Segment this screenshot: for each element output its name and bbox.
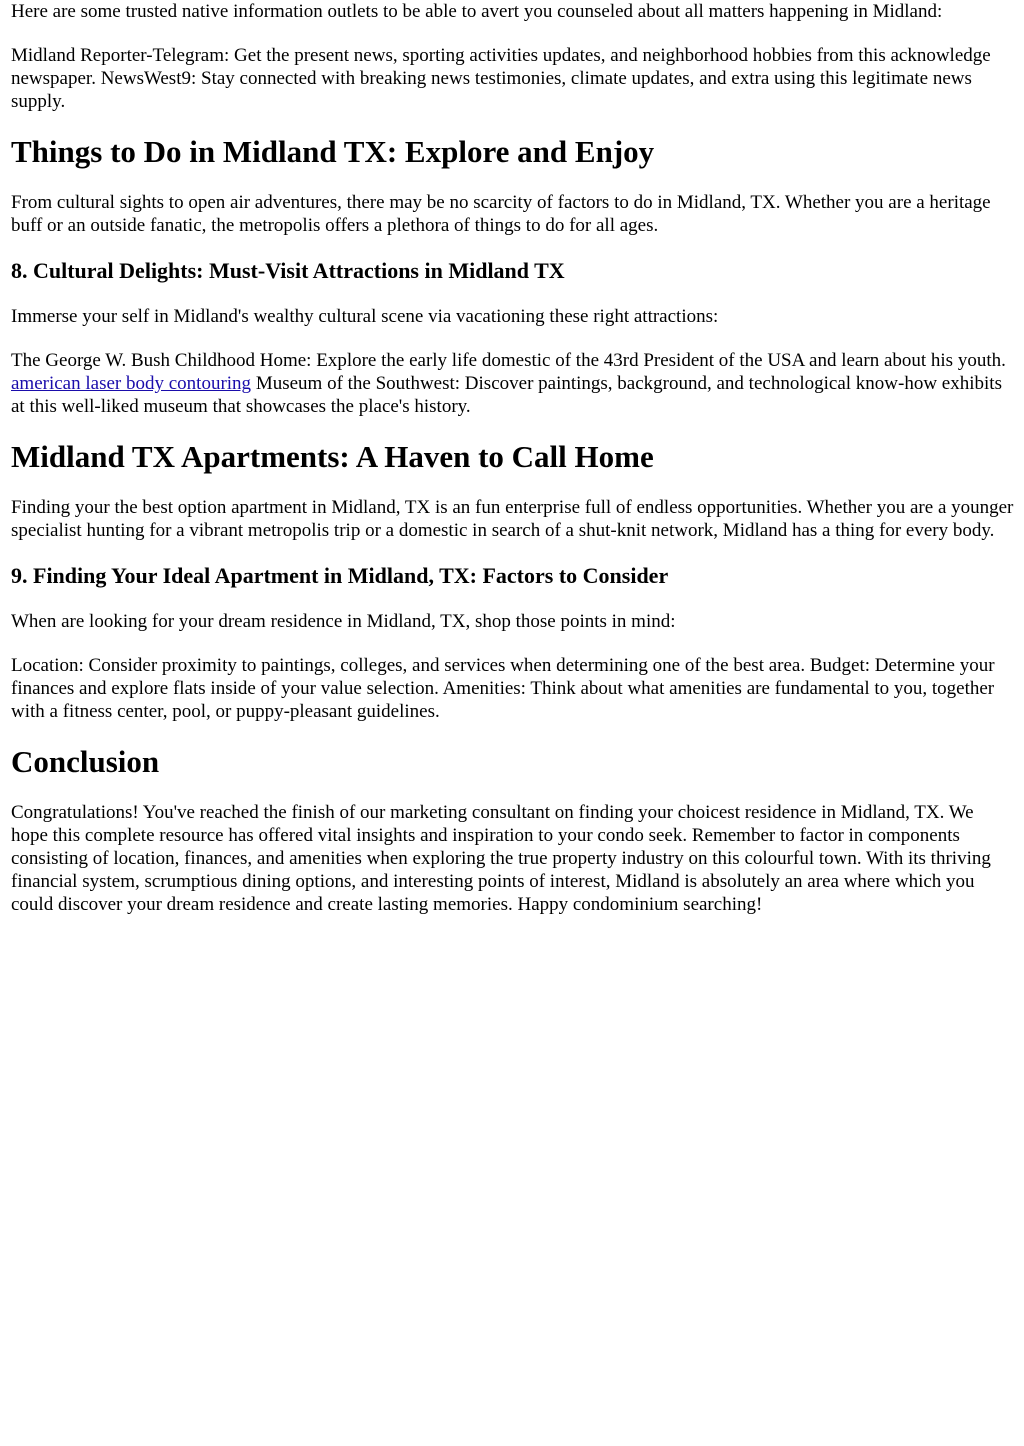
things-to-do-paragraph: From cultural sights to open air adventures, there may be no scarcity of factors to do in Midland, TX. Whether you are a heritage buff or an outside fanatic, the metropolis offers a plethora of things to do for all ages. [11,192,991,236]
ideal-apartment-intro-paragraph: When are looking for your dream residence in Midland, TX, shop those points in mind: [11,611,676,632]
apartments-heading: Midland TX Apartments: A Haven to Call Home [11,439,654,474]
intro-paragraph: Here are some trusted native information outlets to be able to avert you counseled about all matters happening in Midland: [11,1,943,22]
body-contouring-link[interactable]: american laser body contouring [11,373,252,394]
things-to-do-heading: Things to Do in Midland TX: Explore and Enjoy [11,134,655,169]
conclusion-paragraph: Congratulations! You've reached the finish of our marketing consultant on finding your choicest residence in Midland, TX. We hope this complete resource has offered vital insights and inspiration to your condo seek. Remember to factor in components consisting of location, finances, and amenities when exploring the true property industry on this colourful town. With its thriving financial system, scrumptious dining options, and interesting points of interest, Midland is absolutely an area where which you could discover your dream residence and create lasting memories. Happy condominium searching! [11,802,991,915]
factors-paragraph: Location: Consider proximity to paintings, colleges, and services when determining one of the best area. Budget: Determine your finances and explore flats inside of your value selection. Amenities: Think about what amenities are fundamental to you, together with a fitness center, pool, or puppy-pleasant guidelines. [11,655,995,722]
cultural-delights-heading: 8. Cultural Delights: Must-Visit Attractions in Midland TX [11,258,565,283]
conclusion-heading: Conclusion [11,744,160,779]
news-sources-paragraph: Midland Reporter-Telegram: Get the present news, sporting activities updates, and neighborhood hobbies from this acknowledge newspaper. NewsWest9: Stay connected with breaking news testimonies, climate updates, and extra using this legitimate news supply. [11,45,991,112]
apartments-paragraph: Finding your the best option apartment in Midland, TX is an fun enterprise full of endless opportunities. Whether you are a younger specialist hunting for a vibrant metropolis trip or a domestic in search of a shut-knit network, Midland has a thing for every body. [11,497,1014,541]
ideal-apartment-heading: 9. Finding Your Ideal Apartment in Midland, TX: Factors to Consider [11,563,669,588]
attractions-paragraph [11,349,1014,418]
cultural-intro-paragraph: Immerse your self in Midland's wealthy cultural scene via vacationing these right attractions: [11,306,719,327]
attractions-text-before-link: The George W. Bush Childhood Home: Explore the early life domestic of the 43rd President of the USA and learn about his youth. [11,350,1006,371]
attractions-text-after-link: Museum of the Southwest: Discover paintings, background, and technological know-how exhibits at this well-liked museum that showcases the place's history. [11,373,1002,417]
